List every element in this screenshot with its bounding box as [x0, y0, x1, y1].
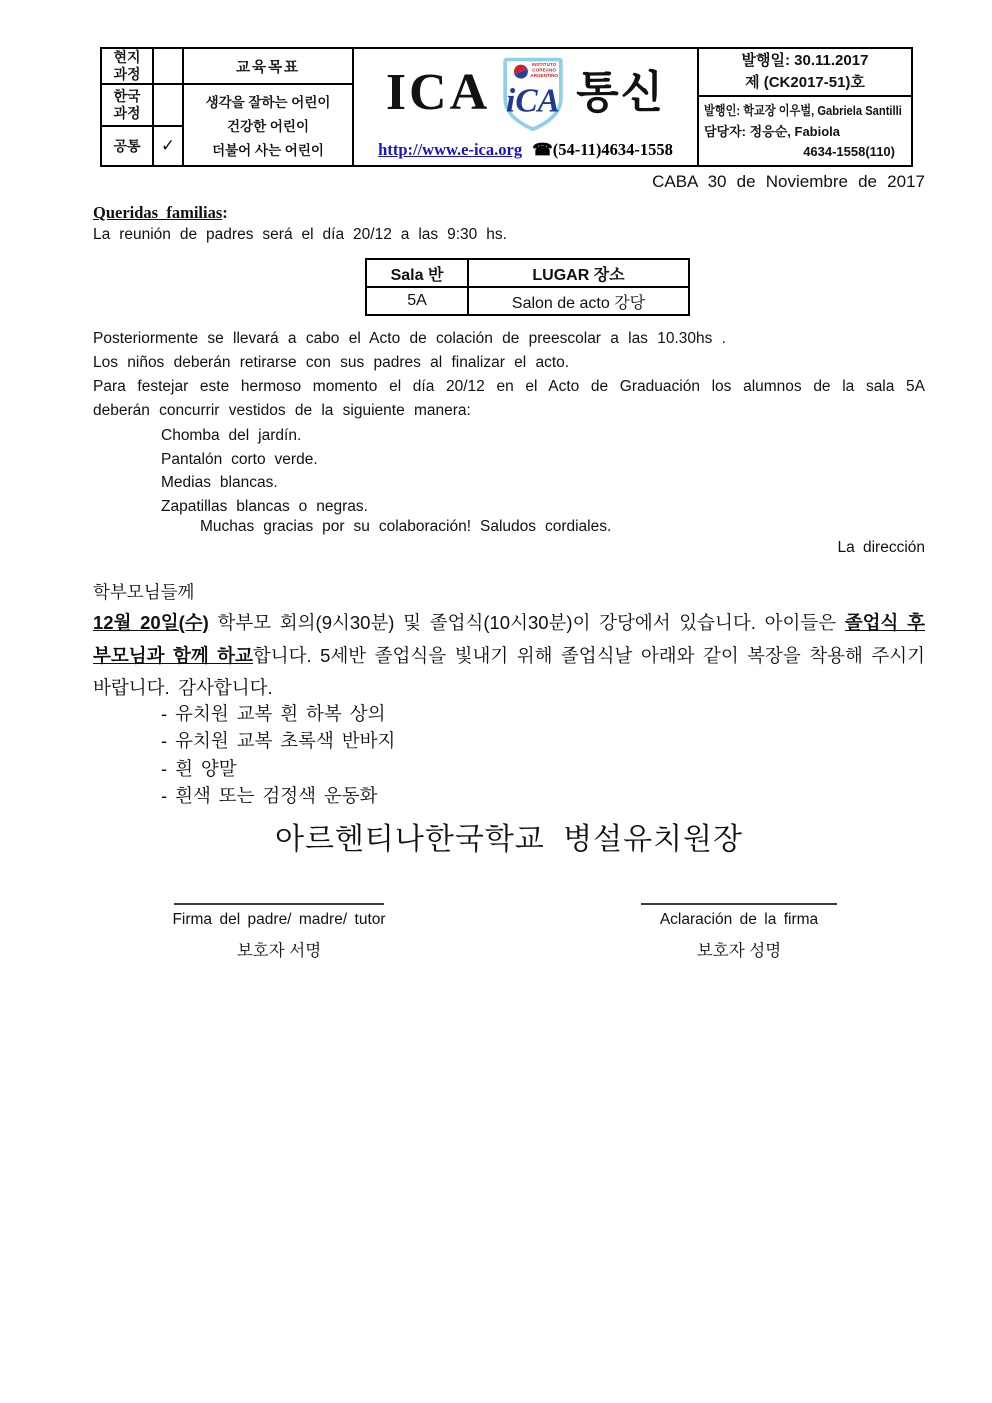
masthead-contact-row: [378, 140, 673, 160]
signature-label-ko: 보호자 성명: [696, 942, 782, 960]
masthead-center: [354, 49, 699, 165]
paragraph: Para festejar este hermoso momento el día 20/12 en el Acto de Graduación los alumnos de la sala 5A deberán concurrir vestidos de la siguiente manera:: [93, 378, 925, 419]
program-label-local: [102, 49, 152, 85]
tongsin-wordmark: 통신: [576, 68, 666, 117]
logo-label-line: INSTITUTO: [532, 62, 557, 68]
program-check-cell: [154, 49, 182, 85]
education-goal-body: [184, 85, 352, 165]
korean-dress-item: - 흰색 또는 검정색 운동화: [161, 784, 378, 806]
signoff: La dirección: [837, 539, 925, 556]
paragraph: Posteriormente se llevará a cabo el Acto de colación de preescolar a las 10.30hs .: [93, 330, 726, 347]
issue-number: 제 (CK2017-51)호: [745, 74, 865, 92]
room-table: [365, 258, 690, 316]
korean-dress-item: - 흰 양말: [161, 757, 237, 779]
room-table-header-row: [366, 259, 689, 287]
room-table-cell: 5A: [366, 287, 468, 315]
room-table-cell: Salon de acto 강당: [468, 287, 689, 315]
dress-item: Medias blancas.: [161, 474, 278, 491]
kindergarten-director-title: 아르헨티나한국학교 병설유치원장: [274, 823, 744, 856]
manager-line: 담당자: 정응순, Fabiola: [704, 123, 841, 139]
signature-left-block: [170, 893, 388, 961]
dress-item: Zapatillas blancas o negras.: [161, 497, 368, 515]
program-check-column: [154, 49, 184, 165]
program-check-cell: [154, 85, 182, 127]
room-table-header-cell: LUGAR 장소: [468, 259, 689, 287]
program-label-text: 한국: [113, 88, 141, 105]
room-table-row: [366, 287, 689, 315]
greeting-text: Queridas familias: [93, 203, 223, 222]
korean-paragraph: [93, 607, 925, 705]
signature-label-es: Firma del padre/ madre/ tutor: [172, 911, 386, 928]
signature-label-es: Aclaración de la firma: [659, 911, 819, 928]
dress-item: Chomba del jardín.: [161, 427, 302, 444]
paragraph: Los niños deberán retirarse con sus padres al finalizar el acto.: [93, 354, 570, 371]
korean-paragraph-emphasis: 졸업식 후 부모님과 함께 하교: [93, 612, 925, 666]
signature-line: [641, 893, 837, 905]
phone-ext-line: 4634-1558(110): [803, 144, 895, 160]
date-line: CABA 30 de Noviembre de 2017: [652, 172, 925, 191]
issue-date: 발행일: 30.11.2017: [741, 51, 869, 69]
korean-dress-item: - 유치원 교복 흰 하복 상의: [161, 703, 386, 724]
program-label-text: 현지: [113, 49, 141, 66]
signature-line: [174, 893, 384, 905]
korean-dress-item: - 유치원 교복 초록색 반바지: [161, 730, 396, 752]
program-label-common: [102, 127, 152, 165]
issue-top-cell: [699, 49, 911, 97]
issue-info-column: [699, 49, 911, 165]
ica-logo-icon: [502, 54, 564, 132]
logo-label-line: ARGENTINO: [530, 73, 559, 79]
logo-label-line: COREANO: [532, 67, 557, 73]
education-goal-line: 건강한 어린이: [227, 119, 309, 134]
greeting: [93, 203, 925, 223]
publisher-line: 발행인: 학교장 이우벌, Gabriela Santilli: [704, 103, 902, 119]
phone-number: ☎(54-11)4634-1558: [532, 140, 673, 159]
korean-paragraph-text: 학부모 회의(9시30분) 및 졸업식(10시30분)이 강당에서 있습니다. 아이들은: [208, 612, 845, 633]
check-mark: ✓: [160, 135, 176, 155]
masthead-title-row: [386, 54, 665, 132]
education-goal-title: 교육목표: [184, 49, 352, 85]
education-goal-column: [184, 49, 354, 165]
masthead-table: [100, 47, 913, 167]
education-goal-line: 더불어 사는 어린이: [212, 143, 324, 158]
issue-bottom-cell: [699, 97, 911, 165]
education-goal-line: 생각을 잘하는 어린이: [205, 95, 331, 110]
korean-paragraph-text: 합니다. 5세반 졸업식을 빛내기 위해 졸업식날 아래와 같이 복장을 착용해 주시기 바랍니다. 감사합니다.: [93, 644, 925, 698]
program-label-column: [102, 49, 154, 165]
program-label-text: 과정: [113, 66, 141, 82]
logo-monogram: iCA: [506, 82, 561, 120]
korean-paragraph-emphasis: 12월 20일(수): [93, 612, 209, 633]
program-label-korean: [102, 85, 152, 127]
korean-salutation: 학부모님들께: [93, 582, 195, 602]
room-table-header-cell: Sala 반: [366, 259, 468, 287]
intro-line: La reunión de padres será el día 20/12 a las 9:30 hs.: [93, 226, 507, 243]
dress-item: Pantalón corto verde.: [161, 450, 318, 468]
signature-right-block: [637, 893, 841, 961]
signature-label-ko: 보호자 서명: [236, 942, 322, 960]
program-check-cell: [154, 127, 182, 165]
program-label-text: 과정: [113, 105, 141, 121]
dress-list: [93, 424, 925, 518]
greeting-colon: :: [222, 203, 228, 222]
program-label-text: 공통: [113, 137, 141, 154]
korean-dress-list: [93, 700, 925, 809]
ica-wordmark: ICA: [385, 64, 491, 121]
thanks-line: Muchas gracias por su colaboración! Saludos cordiales.: [200, 518, 612, 535]
website-link[interactable]: http://www.e-ica.org: [378, 140, 523, 159]
